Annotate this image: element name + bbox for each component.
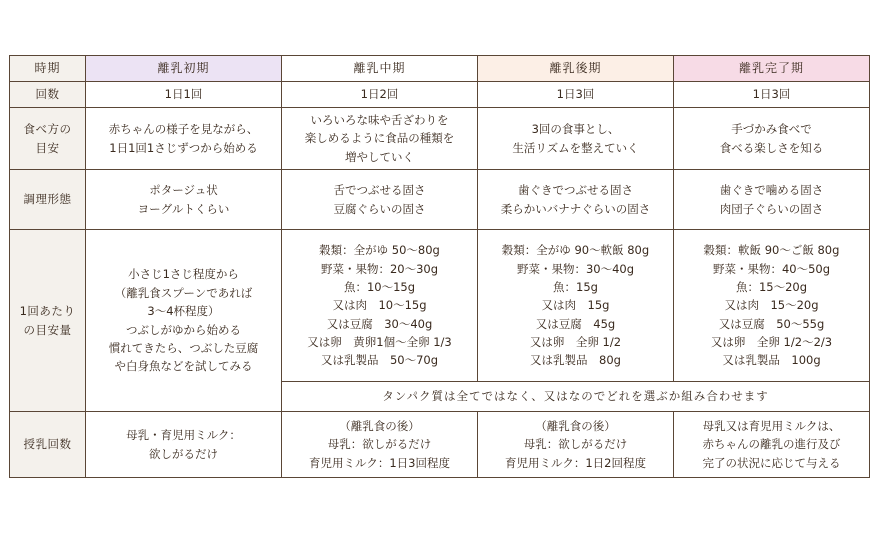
label-line: 1回あたり <box>19 304 76 319</box>
cooking-form-mid <box>282 170 478 230</box>
meal-count-mid: 1日2回 <box>282 82 478 108</box>
eating-guide-late <box>478 108 674 170</box>
feeding-early <box>86 412 282 478</box>
text-line: 魚：15～20g <box>735 279 808 294</box>
text-line: ヨーグルトくらい <box>137 201 230 216</box>
text-line: 柔らかいバナナぐらいの固さ <box>500 201 651 216</box>
text-line: 3～4杯程度） <box>147 304 220 319</box>
text-line: 母乳：欲しがるだけ <box>523 437 628 452</box>
text-line: 又は乳製品 100g <box>722 353 821 368</box>
text-line: や白身魚などを試してみる <box>114 359 253 374</box>
text-line: 手づかみ食べで <box>731 122 812 137</box>
feeding-late <box>478 412 674 478</box>
text-line: 歯ぐきでつぶせる固さ <box>518 183 633 198</box>
text-line: 育児用ミルク：1日2回程度 <box>505 455 646 470</box>
text-line: 又は卵 全卵 1/2 <box>529 335 622 350</box>
text-line: 穀類：全がゆ 50～80g <box>319 243 440 258</box>
text-line: 又は豆腐 50～55g <box>718 316 825 331</box>
period-label: 時期 <box>10 56 86 82</box>
amount-late <box>478 230 674 382</box>
text-line: いろいろな味や舌ざわりを <box>310 112 449 127</box>
text-line: 欲しがるだけ <box>149 446 218 461</box>
cooking-form-label: 調理形態 <box>10 170 86 230</box>
text-line: 又は豆腐 45g <box>535 316 616 331</box>
text-line: 小さじ1さじ程度から <box>128 267 239 282</box>
text-line: 又は卵 黄卵1個～全卵 1/3 <box>307 335 452 350</box>
text-line: 又は乳製品 50～70g <box>320 353 439 368</box>
feeding-complete <box>674 412 870 478</box>
text-line: つぶしがゆから始める <box>126 322 241 337</box>
text-line: 母乳・育児用ミルク： <box>126 428 241 443</box>
text-line: （離乳食スプーンであれば <box>114 285 253 300</box>
cooking-form-early <box>86 170 282 230</box>
amount-label <box>10 230 86 412</box>
amount-complete <box>674 230 870 382</box>
text-line: 完了の状況に応じて与える <box>702 455 841 470</box>
text-line: 母乳：欲しがるだけ <box>327 437 432 452</box>
text-line: 歯ぐきで噛める固さ <box>719 183 824 198</box>
text-line: 野菜・果物：20～30g <box>320 261 439 276</box>
text-line: 赤ちゃんの離乳の進行及び <box>702 437 841 452</box>
text-line: 魚：15g <box>553 279 598 294</box>
eating-guide-row <box>10 108 870 170</box>
stage-complete-header: 離乳完了期 <box>674 56 870 82</box>
cooking-form-late <box>478 170 674 230</box>
amount-early <box>86 230 282 412</box>
weaning-food-table <box>9 55 870 478</box>
meal-count-late: 1日3回 <box>478 82 674 108</box>
eating-guide-label <box>10 108 86 170</box>
text-line: ポタージュ状 <box>149 183 218 198</box>
text-line: 又は豆腐 30～40g <box>326 316 433 331</box>
label-line: 食べ方の <box>23 122 72 137</box>
amount-mid <box>282 230 478 382</box>
text-line: 母乳又は育児用ミルクは、 <box>702 418 841 433</box>
text-line: 又は肉 15g <box>541 298 610 313</box>
text-line: （離乳食の後） <box>535 418 616 433</box>
text-line: 野菜・果物：30～40g <box>516 261 635 276</box>
feeding-label: 授乳回数 <box>10 412 86 478</box>
text-line: 食べる楽しさを知る <box>719 140 824 155</box>
meal-count-row <box>10 82 870 108</box>
text-line: 生活リズムを整えていく <box>512 140 639 155</box>
text-line: 舌でつぶせる固さ <box>333 183 426 198</box>
text-line: 1日1回1さじずつから始める <box>109 140 258 155</box>
label-line: の目安量 <box>23 322 72 337</box>
eating-guide-early <box>86 108 282 170</box>
label-line: 目安 <box>35 140 60 155</box>
feeding-mid <box>282 412 478 478</box>
text-line: 赤ちゃんの様子を見ながら、 <box>108 122 259 137</box>
text-line: 穀類：軟飯 90～ご飯 80g <box>703 243 840 258</box>
amount-row <box>10 230 870 382</box>
cooking-form-complete <box>674 170 870 230</box>
cooking-form-row <box>10 170 870 230</box>
text-line: 穀類：全がゆ 90～軟飯 80g <box>501 243 650 258</box>
text-line: （離乳食の後） <box>339 418 420 433</box>
text-line: 肉団子ぐらいの固さ <box>719 201 824 216</box>
text-line: 豆腐ぐらいの固さ <box>333 201 426 216</box>
meal-count-complete: 1日3回 <box>674 82 870 108</box>
text-line: 野菜・果物：40～50g <box>712 261 831 276</box>
stage-mid-header: 離乳中期 <box>282 56 478 82</box>
text-line: 3回の食事とし、 <box>531 122 620 137</box>
stage-late-header: 離乳後期 <box>478 56 674 82</box>
text-line: 慣れてきたら、つぶした豆腐 <box>108 340 259 355</box>
meal-count-label: 回数 <box>10 82 86 108</box>
text-line: 又は肉 10～15g <box>332 298 427 313</box>
meal-count-early: 1日1回 <box>86 82 282 108</box>
text-line: 楽しめるように食品の種類を <box>304 131 455 146</box>
eating-guide-mid <box>282 108 478 170</box>
text-line: 又は肉 15～20g <box>724 298 819 313</box>
text-line: 増やしていく <box>345 149 414 164</box>
protein-note: タンパク質は全てではなく、又はなのでどれを選ぶか組み合わせます <box>282 382 870 412</box>
text-line: 魚：10～15g <box>343 279 416 294</box>
header-row <box>10 56 870 82</box>
text-line: 育児用ミルク：1日3回程度 <box>309 455 450 470</box>
eating-guide-complete <box>674 108 870 170</box>
text-line: 又は卵 全卵 1/2～2/3 <box>710 335 833 350</box>
stage-early-header: 離乳初期 <box>86 56 282 82</box>
feeding-row <box>10 412 870 478</box>
text-line: 又は乳製品 80g <box>530 353 621 368</box>
